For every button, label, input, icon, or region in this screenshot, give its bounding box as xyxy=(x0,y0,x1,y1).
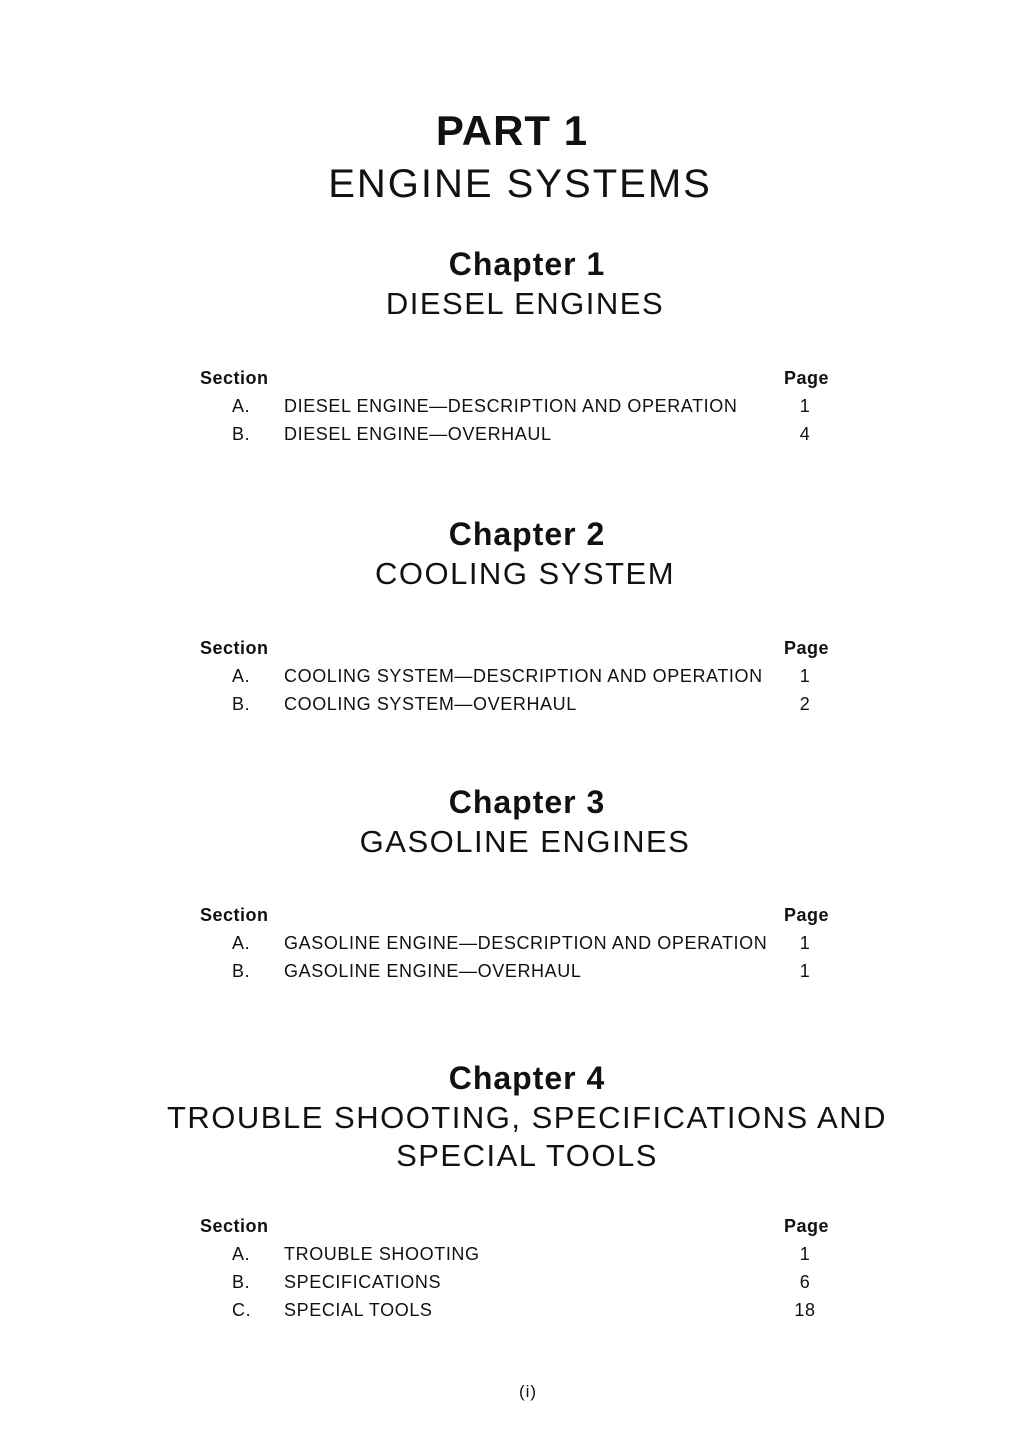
chapter-1-contents xyxy=(198,368,832,448)
section-page-number: 4 xyxy=(799,424,811,444)
section-letter: A. xyxy=(232,933,251,953)
section-page-number: 1 xyxy=(799,933,811,953)
chapter-4-label: Chapter 4 xyxy=(448,1060,606,1096)
toc-header xyxy=(198,905,832,929)
chapter-2-title: COOLING SYSTEM xyxy=(374,556,676,591)
section-title: DIESEL ENGINE—OVERHAUL xyxy=(284,424,552,444)
chapter-4-contents xyxy=(198,1216,832,1324)
toc-entry xyxy=(198,690,832,718)
toc-header xyxy=(198,638,832,662)
section-page-number: 1 xyxy=(799,396,811,416)
chapter-1-title: DIESEL ENGINES xyxy=(385,286,665,321)
toc-header xyxy=(198,368,832,392)
page-column-header: Page xyxy=(783,368,829,388)
section-page-number: 6 xyxy=(799,1272,811,1292)
toc-entry xyxy=(198,929,832,957)
section-title: GASOLINE ENGINE—DESCRIPTION AND OPERATION xyxy=(284,933,768,953)
section-letter: B. xyxy=(232,424,251,444)
section-page-number: 1 xyxy=(799,666,811,686)
section-column-header: Section xyxy=(200,1216,269,1236)
chapter-3-label: Chapter 3 xyxy=(448,784,606,820)
section-page-number: 1 xyxy=(799,1244,811,1264)
section-title: GASOLINE ENGINE—OVERHAUL xyxy=(284,961,582,981)
section-letter: A. xyxy=(232,666,251,686)
section-letter: B. xyxy=(232,1272,251,1292)
toc-entry xyxy=(198,957,832,985)
section-letter: A. xyxy=(232,396,251,416)
section-title: SPECIAL TOOLS xyxy=(284,1300,433,1320)
toc-entry xyxy=(198,1240,832,1268)
section-title: SPECIFICATIONS xyxy=(284,1272,442,1292)
toc-entry xyxy=(198,662,832,690)
section-column-header: Section xyxy=(200,638,269,658)
section-letter: A. xyxy=(232,1244,251,1264)
section-letter: C. xyxy=(232,1300,252,1320)
chapter-1-label: Chapter 1 xyxy=(448,246,606,282)
section-page-number: 18 xyxy=(794,1300,816,1320)
part-title: ENGINE SYSTEMS xyxy=(328,162,712,206)
section-letter: B. xyxy=(232,961,251,981)
chapter-4-title-line-2: SPECIAL TOOLS xyxy=(396,1138,658,1173)
section-title: DIESEL ENGINE—DESCRIPTION AND OPERATION xyxy=(284,396,738,416)
page-column-header: Page xyxy=(783,638,829,658)
section-title: COOLING SYSTEM—OVERHAUL xyxy=(284,694,577,714)
section-title: TROUBLE SHOOTING xyxy=(284,1244,480,1264)
section-column-header: Section xyxy=(200,368,269,388)
chapter-3-contents xyxy=(198,905,832,985)
section-letter: B. xyxy=(232,694,251,714)
page-folio: (i) xyxy=(518,1382,538,1401)
chapter-4-title-line-1: TROUBLE SHOOTING, SPECIFICATIONS AND xyxy=(166,1100,887,1135)
section-page-number: 2 xyxy=(799,694,811,714)
toc-entry xyxy=(198,420,832,448)
chapter-3-title: GASOLINE ENGINES xyxy=(359,824,691,859)
section-column-header: Section xyxy=(200,905,269,925)
toc-entry xyxy=(198,1296,832,1324)
section-page-number: 1 xyxy=(799,961,811,981)
part-label: PART 1 xyxy=(435,107,589,154)
page-column-header: Page xyxy=(783,1216,829,1236)
page-column-header: Page xyxy=(783,905,829,925)
toc-header xyxy=(198,1216,832,1240)
chapter-2-contents xyxy=(198,638,832,718)
chapter-2-label: Chapter 2 xyxy=(448,516,606,552)
toc-entry xyxy=(198,392,832,420)
toc-entry xyxy=(198,1268,832,1296)
section-title: COOLING SYSTEM—DESCRIPTION AND OPERATION xyxy=(284,666,763,686)
